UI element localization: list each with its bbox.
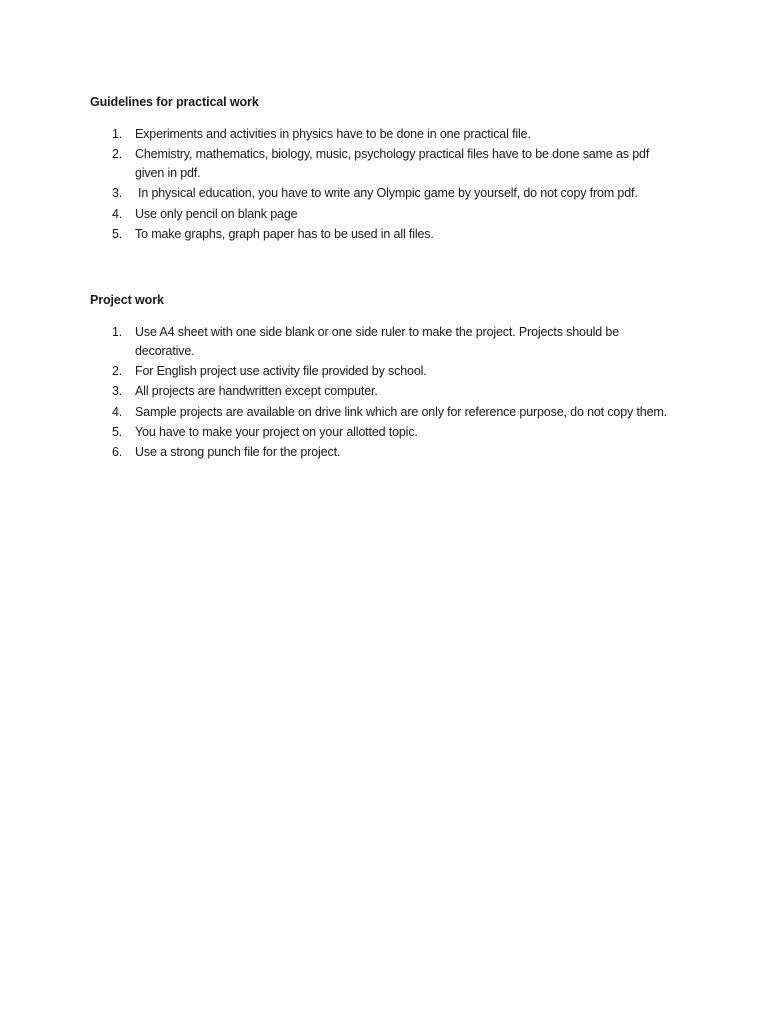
list-text: Sample projects are available on drive link which are only for reference purpose, do not copy them. xyxy=(135,404,667,419)
list-number: 6. xyxy=(112,444,123,459)
list-text: All projects are handwritten except computer. xyxy=(135,384,378,399)
list-text: To make graphs, graph paper has to be used in all files. xyxy=(135,226,434,241)
practical-work-list xyxy=(90,125,690,244)
list-number: 5. xyxy=(112,424,123,439)
list-number: 2. xyxy=(112,364,123,379)
list-item xyxy=(90,382,680,401)
list-text: Use a strong punch file for the project. xyxy=(135,444,341,459)
list-number: 2. xyxy=(112,147,123,162)
practical-work-section xyxy=(90,94,690,245)
list-item xyxy=(90,362,680,381)
list-text: In physical education, you have to write any Olympic game by yourself, do not copy from pdf. xyxy=(138,186,638,201)
list-number: 3. xyxy=(112,186,123,201)
list-item xyxy=(90,403,680,422)
practical-work-heading: Guidelines for practical work xyxy=(90,95,259,109)
project-work-list xyxy=(90,323,690,462)
list-item xyxy=(90,205,680,224)
list-text: Chemistry, mathematics, biology, music, psychology practical files have to be done same as pdf given in pdf. xyxy=(135,147,650,181)
list-item xyxy=(90,125,680,144)
list-item xyxy=(90,423,680,442)
project-work-section xyxy=(90,292,690,463)
list-number: 1. xyxy=(112,325,123,339)
list-item xyxy=(90,184,680,203)
list-number: 5. xyxy=(112,226,123,241)
project-work-heading: Project work xyxy=(90,293,164,307)
list-text: Experiments and activities in physics have to be done in one practical file. xyxy=(135,127,531,141)
list-text: Use only pencil on blank page xyxy=(135,206,298,221)
list-item xyxy=(90,323,680,361)
list-item xyxy=(90,145,680,183)
list-text: For English project use activity file provided by school. xyxy=(135,364,427,379)
list-number: 3. xyxy=(112,384,123,399)
list-item xyxy=(90,443,680,462)
list-item xyxy=(90,225,680,244)
list-number: 4. xyxy=(112,206,123,221)
list-number: 1. xyxy=(112,127,123,141)
list-text: Use A4 sheet with one side blank or one side ruler to make the project. Projects should be decorative. xyxy=(135,325,620,358)
list-number: 4. xyxy=(112,404,123,419)
list-text: You have to make your project on your allotted topic. xyxy=(135,424,418,439)
